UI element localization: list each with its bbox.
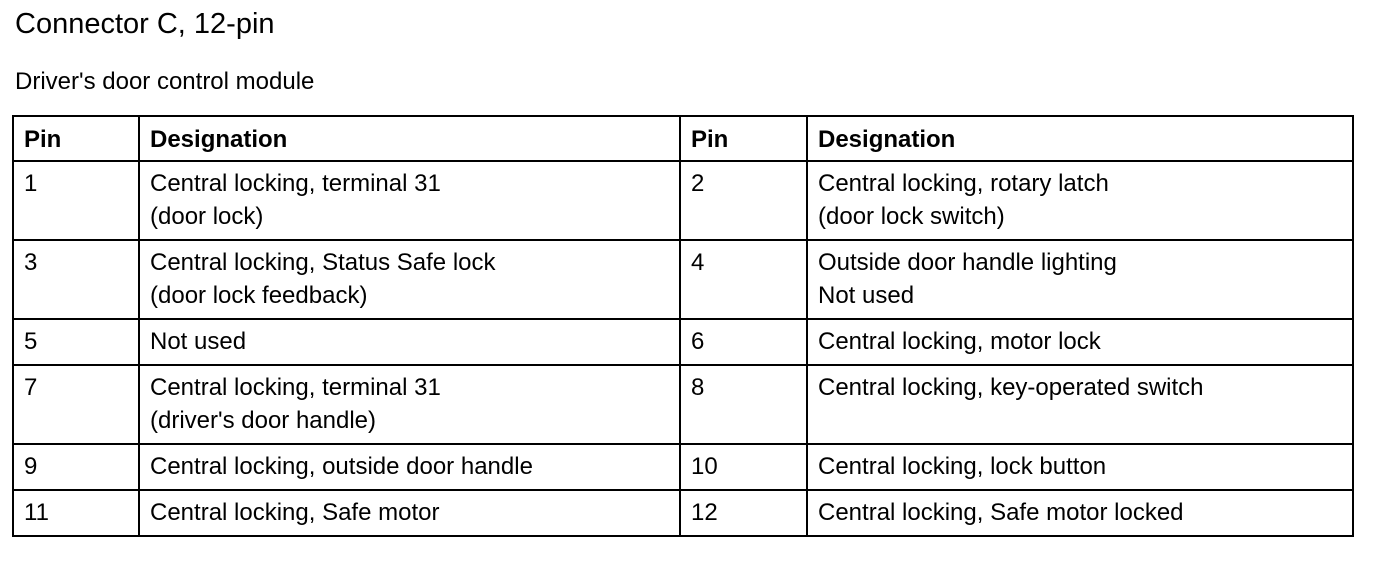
table-row — [13, 444, 1353, 490]
table-header-row — [13, 116, 1353, 161]
pin-cell: 3 — [13, 240, 139, 319]
pin-cell: 12 — [680, 490, 807, 536]
pin-cell: 5 — [13, 319, 139, 365]
designation-line: Central locking, key-operated switch — [818, 374, 1204, 401]
table-row — [13, 365, 1353, 444]
header-designation-right: Designation — [807, 116, 1353, 161]
designation-line: Central locking, Safe motor — [150, 499, 440, 526]
designation-cell — [807, 365, 1353, 444]
designation-cell — [807, 444, 1353, 490]
designation-cell — [139, 365, 680, 444]
designation-line: Central locking, motor lock — [818, 328, 1101, 355]
designation-cell — [139, 490, 680, 536]
designation-cell — [139, 240, 680, 319]
designation-line: Outside door handle lighting — [818, 249, 1117, 276]
designation-line: (door lock) — [150, 203, 264, 230]
designation-line: Central locking, rotary latch — [818, 170, 1109, 197]
designation-line: Not used — [150, 328, 247, 355]
designation-line: (driver's door handle) — [150, 407, 377, 434]
pin-assignment-table — [12, 115, 1354, 537]
designation-cell — [139, 161, 680, 240]
designation-line: Central locking, terminal 31 — [150, 170, 441, 197]
designation-line: Central locking, Safe motor locked — [818, 499, 1184, 526]
designation-line: Not used — [818, 282, 915, 309]
pin-cell: 8 — [680, 365, 807, 444]
designation-cell — [139, 319, 680, 365]
designation-cell — [807, 319, 1353, 365]
designation-line: Central locking, lock button — [818, 453, 1107, 480]
table-row — [13, 490, 1353, 536]
designation-line: Central locking, terminal 31 — [150, 374, 441, 401]
designation-cell — [139, 444, 680, 490]
designation-line: Central locking, outside door handle — [150, 453, 533, 480]
header-designation-left: Designation — [139, 116, 680, 161]
table-row — [13, 161, 1353, 240]
designation-cell — [807, 490, 1353, 536]
pin-cell: 11 — [13, 490, 139, 536]
pin-cell: 6 — [680, 319, 807, 365]
pin-cell: 7 — [13, 365, 139, 444]
designation-line: Central locking, Status Safe lock — [150, 249, 496, 276]
header-pin-left: Pin — [13, 116, 139, 161]
pin-cell: 2 — [680, 161, 807, 240]
designation-cell — [807, 240, 1353, 319]
table-row — [13, 240, 1353, 319]
designation-line: (door lock feedback) — [150, 282, 368, 309]
designation-line: (door lock switch) — [818, 203, 1005, 230]
table-row — [13, 319, 1353, 365]
document-title: Connector C, 12-pin — [15, 8, 275, 40]
designation-cell — [807, 161, 1353, 240]
document-subtitle: Driver's door control module — [15, 68, 315, 95]
pin-cell: 10 — [680, 444, 807, 490]
header-pin-right: Pin — [680, 116, 807, 161]
pin-cell: 9 — [13, 444, 139, 490]
pin-cell: 1 — [13, 161, 139, 240]
pin-cell: 4 — [680, 240, 807, 319]
